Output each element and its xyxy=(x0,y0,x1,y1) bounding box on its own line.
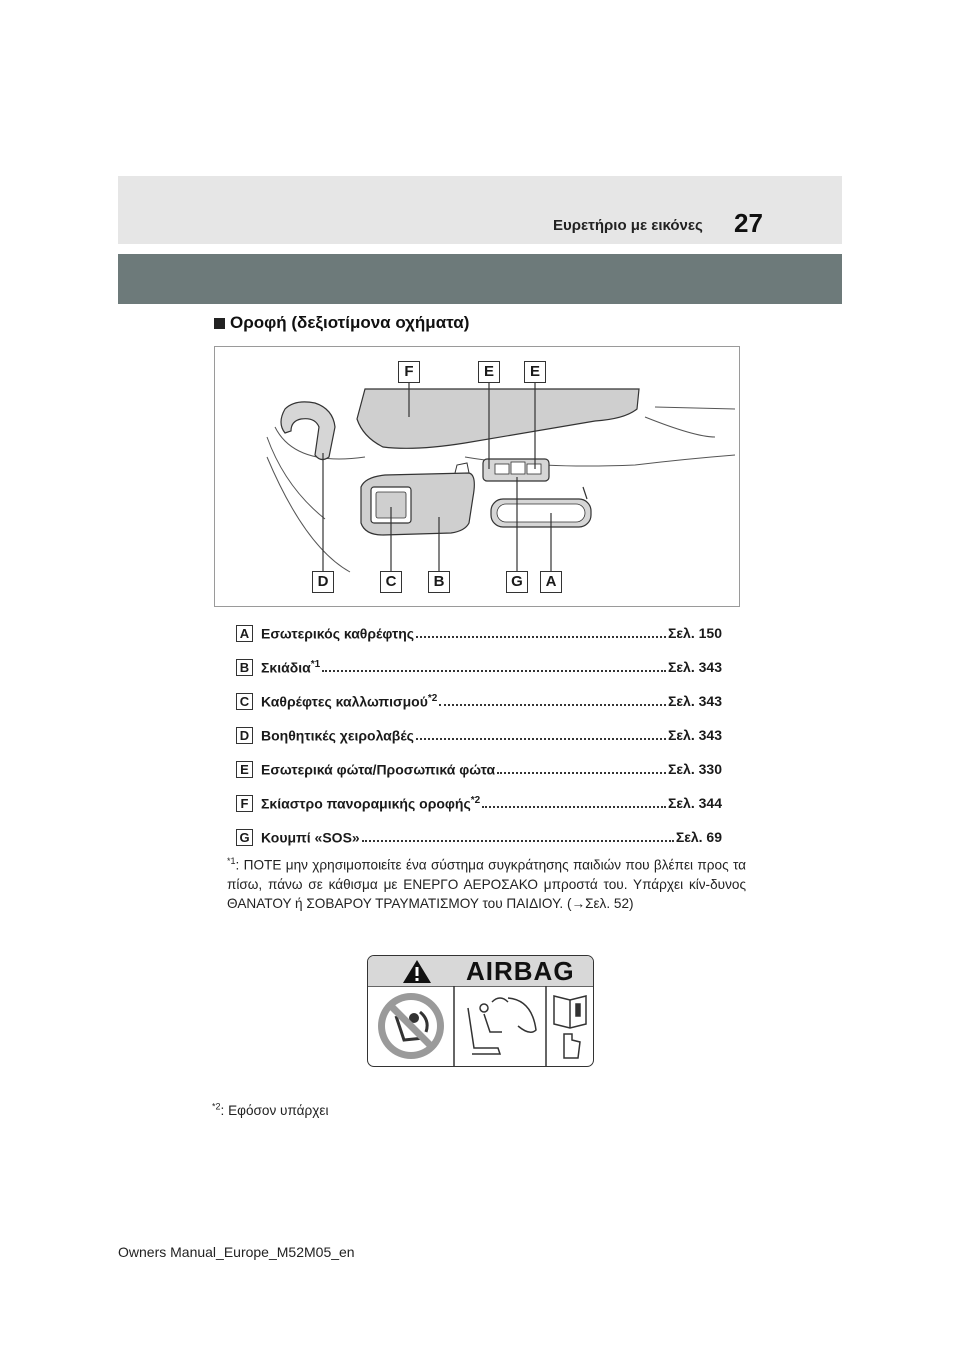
header-title: Ευρετήριο με εικόνες xyxy=(553,217,703,234)
item-label: Εσωτερικός καθρέφτης xyxy=(261,625,415,642)
footnote-marker: *2 xyxy=(212,1101,221,1111)
roof-drawing xyxy=(215,347,741,608)
item-page: Σελ. 69 xyxy=(675,829,722,845)
index-item-g[interactable] xyxy=(236,820,722,854)
item-sup: *2 xyxy=(427,692,438,704)
callout-e-left: E xyxy=(478,361,500,383)
index-list xyxy=(236,616,722,854)
letter-box: B xyxy=(236,659,253,676)
dot-leader xyxy=(416,622,666,638)
callout-c: C xyxy=(380,571,402,593)
item-label: Κουμπί «SOS» xyxy=(261,829,360,846)
callout-e-right: E xyxy=(524,361,546,383)
index-item-c[interactable] xyxy=(236,684,722,718)
dot-leader xyxy=(482,792,666,808)
seat-airbag-icon xyxy=(468,998,536,1054)
airbag-pictograms xyxy=(368,986,594,1067)
sunroof-shade xyxy=(357,389,639,448)
item-sup: *1 xyxy=(310,658,321,670)
callout-d: D xyxy=(312,571,334,593)
section-title-text: Οροφή (δεξιοτίμονα οχήματα) xyxy=(230,313,470,332)
read-manual-icon xyxy=(554,996,586,1058)
airbag-word: AIRBAG xyxy=(466,956,575,986)
item-label: Σκίαστρο πανοραμικής οροφής xyxy=(261,795,471,812)
dot-leader xyxy=(322,656,666,672)
no-child-seat-icon xyxy=(378,993,444,1059)
warning-triangle-icon xyxy=(402,959,432,984)
footer-text: Owners Manual_Europe_M52M05_en xyxy=(118,1244,355,1260)
letter-box: G xyxy=(236,829,253,846)
callout-f: F xyxy=(398,361,420,383)
item-page: Σελ. 343 xyxy=(668,693,722,709)
item-page: Σελ. 330 xyxy=(668,761,722,777)
footnote-text: : ΠΟΤΕ μην χρησιμοποιείτε ένα σύστημα συγκράτησης παιδιών που βλέπει προς τα πίσω, πάνω σε κάθισμα με ΕΝΕΡΓΟ ΑΕΡΟΣΑΚΟ μπροστά του. Υπάρχει κίν-δυνος ΘΑΝΑΤΟΥ ή ΣΟΒΑΡΟΥ ΤΡΑΥΜΑΤΙΣΜΟΥ του ΠΑΙΔΙΟΥ. (→Σελ. 52) xyxy=(227,857,746,911)
dot-leader xyxy=(362,826,674,842)
page-number: 27 xyxy=(734,208,763,238)
item-label: Εσωτερικά φώτα/Προσωπικά φώτα xyxy=(261,761,496,778)
callout-b: B xyxy=(428,571,450,593)
footnote-2 xyxy=(212,1097,746,1120)
roof-illustration xyxy=(214,346,740,607)
dot-leader xyxy=(439,690,666,706)
assist-grip xyxy=(281,402,335,460)
dot-leader xyxy=(416,724,666,740)
item-page: Σελ. 343 xyxy=(668,727,722,743)
index-item-a[interactable] xyxy=(236,616,722,650)
section-band xyxy=(118,254,842,304)
footnote-marker: *1 xyxy=(227,856,236,866)
item-sup: *2 xyxy=(470,794,481,806)
letter-box: E xyxy=(236,761,253,778)
item-page: Σελ. 343 xyxy=(668,659,722,675)
section-title xyxy=(214,313,469,333)
callout-a: A xyxy=(540,571,562,593)
footnote-1 xyxy=(212,852,746,913)
index-item-b[interactable] xyxy=(236,650,722,684)
index-item-e[interactable] xyxy=(236,752,722,786)
item-label: Καθρέφτες καλλωπισμού xyxy=(261,693,428,710)
index-item-f[interactable] xyxy=(236,786,722,820)
item-label: Βοηθητικές χειρολαβές xyxy=(261,727,414,744)
letter-box: F xyxy=(236,795,253,812)
item-page: Σελ. 344 xyxy=(668,795,722,811)
letter-box: A xyxy=(236,625,253,642)
footnote-text: : Εφόσον υπάρχει xyxy=(220,1102,329,1118)
letter-box: C xyxy=(236,693,253,710)
item-page: Σελ. 150 xyxy=(668,625,722,641)
item-label: Σκιάδια xyxy=(261,659,311,676)
airbag-warning-label xyxy=(367,955,594,1067)
callout-g: G xyxy=(506,571,528,593)
index-item-d[interactable] xyxy=(236,718,722,752)
dot-leader xyxy=(497,758,666,774)
bullet-square-icon xyxy=(214,318,225,329)
letter-box: D xyxy=(236,727,253,744)
